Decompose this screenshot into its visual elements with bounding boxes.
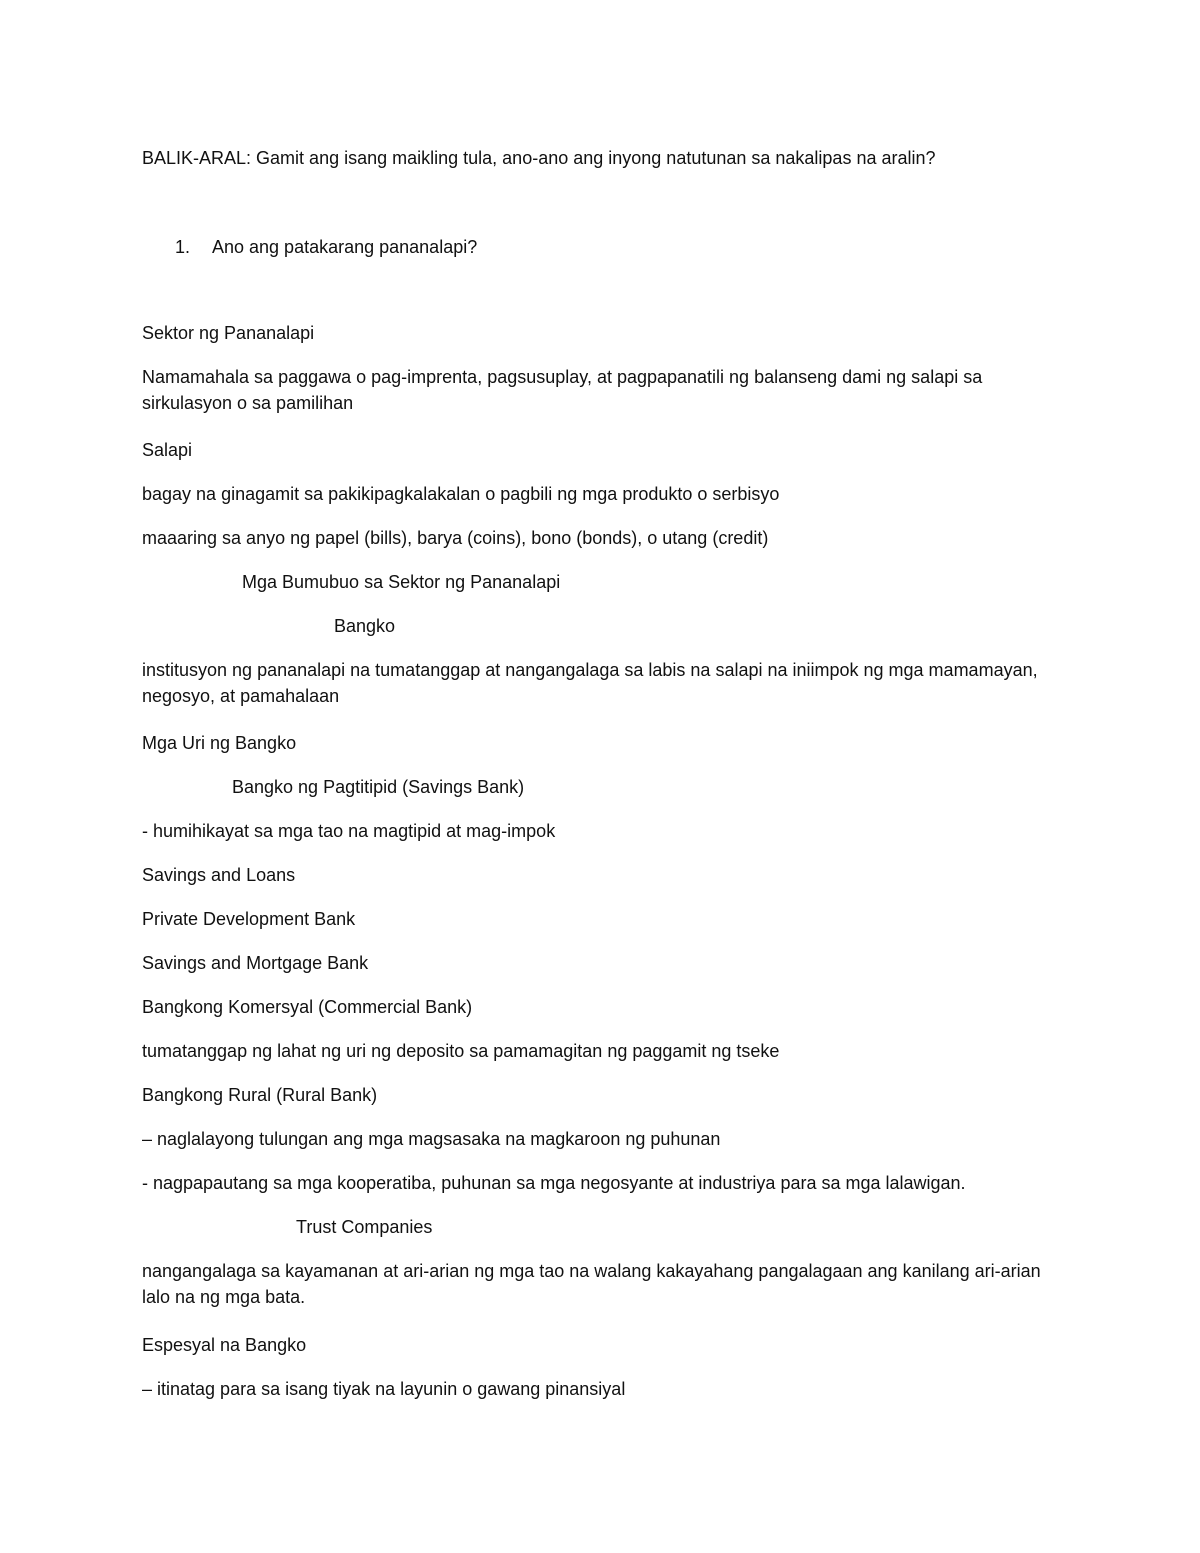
espesyal-bank-definition: – itinatag para sa isang tiyak na layunin o gawang pinansiyal	[142, 1379, 626, 1399]
commercial-bank-title: Bangkong Komersyal (Commercial Bank)	[142, 997, 473, 1017]
savings-and-mortgage-bank: Savings and Mortgage Bank	[142, 953, 369, 973]
uri-title: Mga Uri ng Bangko	[142, 733, 297, 753]
savings-bank-title: Bangko ng Pagtitipid (Savings Bank)	[232, 777, 525, 797]
rural-bank-definition-2: - nagpapautang sa mga kooperatiba, puhunan sa mga negosyante at industriya para sa mga lalawigan.	[142, 1173, 966, 1193]
salapi-forms: maaaring sa anyo ng papel (bills), barya (coins), bono (bonds), o utang (credit)	[142, 528, 769, 548]
salapi-definition: bagay na ginagamit sa pakikipagkalakalan o pagbili ng mga produkto o serbisyo	[142, 484, 780, 504]
trust-companies-definition: nangangalaga sa kayamanan at ari-arian ng mga tao na walang kakayahang pangalagaan ang kanilang ari-arian lalo na ng mga bata.	[142, 1261, 1041, 1307]
question-number: 1.	[175, 237, 191, 257]
review-prompt: BALIK-ARAL: Gamit ang isang maikling tula, ano-ano ang inyong natutunan sa nakalipas na aralin?	[142, 148, 936, 168]
question-text: Ano ang patakarang pananalapi?	[212, 237, 478, 257]
sektor-definition: Namamahala sa paggawa o pag-imprenta, pagsusuplay, at pagpapanatili ng balanseng dami ng salapi sa sirkulasyon o sa pamilihan	[142, 367, 983, 413]
bangko-title: Bangko	[334, 616, 396, 636]
components-title: Mga Bumubuo sa Sektor ng Pananalapi	[242, 572, 561, 592]
rural-bank-definition-1: – naglalayong tulungan ang mga magsasaka na magkaroon ng puhunan	[142, 1129, 721, 1149]
savings-bank-definition: - humihikayat sa mga tao na magtipid at mag-impok	[142, 821, 556, 841]
savings-and-loans: Savings and Loans	[142, 865, 296, 885]
espesyal-bank-title: Espesyal na Bangko	[142, 1335, 307, 1355]
sektor-title: Sektor ng Pananalapi	[142, 323, 315, 343]
private-development-bank: Private Development Bank	[142, 909, 356, 929]
trust-companies-title: Trust Companies	[296, 1217, 433, 1237]
bangko-definition: institusyon ng pananalapi na tumatanggap at nangangalaga sa labis na salapi na iniimpok ng mga mamamayan, negosyo, at pamahalaan	[142, 660, 1038, 706]
commercial-bank-definition: tumatanggap ng lahat ng uri ng deposito sa pamamagitan ng paggamit ng tseke	[142, 1041, 780, 1061]
rural-bank-title: Bangkong Rural (Rural Bank)	[142, 1085, 378, 1105]
salapi-title: Salapi	[142, 440, 193, 460]
